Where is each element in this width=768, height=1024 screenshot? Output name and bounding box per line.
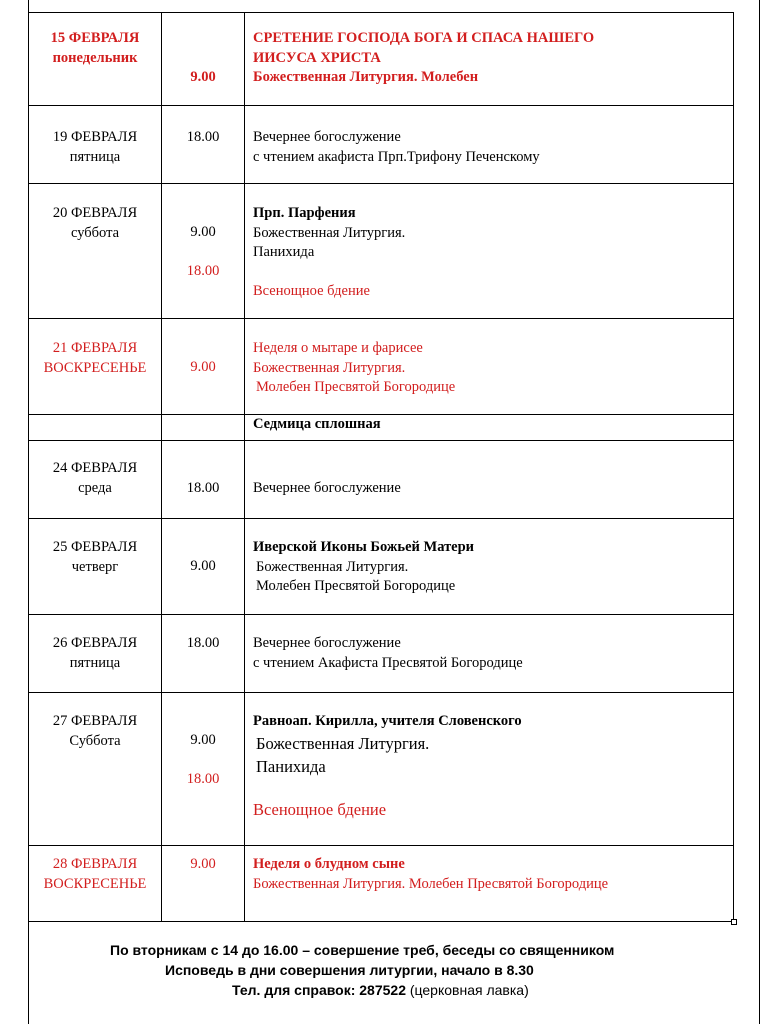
day-label: понедельник <box>52 49 138 66</box>
day-label: пятница <box>69 654 121 671</box>
feast-title-line: СРЕТЕНИЕ ГОСПОДА БОГА И СПАСА НАШЕГО <box>253 30 595 46</box>
week-label-cell <box>245 415 734 441</box>
date-label: 28 ФЕВРАЛЯ <box>52 856 138 872</box>
footer-line-2: Исповедь в дни совершения литургии, начало в 8.30 <box>165 962 534 978</box>
time-label: 18.00 <box>186 635 220 651</box>
table-resize-handle <box>731 919 737 925</box>
day-label: четверг <box>71 558 119 575</box>
service-cell <box>245 441 734 519</box>
time-cell <box>162 13 245 106</box>
feast-title: Равноап. Кирилла, учителя Словенского <box>253 713 522 729</box>
time-cell <box>162 441 245 519</box>
time-cell <box>162 106 245 184</box>
time-label: 9.00 <box>190 69 216 85</box>
feast-title: Иверской Иконы Божьей Матери <box>253 539 475 555</box>
service-label: Всенощное бдение <box>253 799 387 819</box>
day-label: Суббота <box>69 732 121 749</box>
date-cell <box>29 184 162 319</box>
schedule-row <box>29 441 734 519</box>
schedule-row <box>29 13 734 106</box>
service-cell <box>245 846 734 922</box>
schedule-row <box>29 846 734 922</box>
service-detail: с чтением акафиста Прп.Трифону Печенскому <box>253 148 540 165</box>
date-label: 21 ФЕВРАЛЯ <box>52 340 138 356</box>
schedule-row <box>29 106 734 184</box>
service-cell <box>245 184 734 319</box>
date-label: 15 ФЕВРАЛЯ <box>50 30 140 46</box>
service-label: Вечернее богослужение <box>253 480 401 496</box>
time-label: 9.00 <box>190 359 216 375</box>
service-detail: Панихида <box>256 756 326 776</box>
schedule-row <box>29 519 734 615</box>
date-label: 27 ФЕВРАЛЯ <box>52 713 138 729</box>
schedule-table <box>28 12 734 922</box>
date-label: 26 ФЕВРАЛЯ <box>52 635 138 651</box>
service-label: Божественная Литургия. Молебен Пресвятой Богородице <box>253 875 609 892</box>
time-label: 18.00 <box>186 262 220 279</box>
frame-left-top <box>28 0 29 12</box>
feast-title: Неделя о мытаре и фарисее <box>253 340 423 356</box>
date-cell <box>29 441 162 519</box>
service-label: Божественная Литургия. <box>253 224 406 241</box>
day-label: пятница <box>69 148 121 165</box>
time-cell <box>162 184 245 319</box>
time-label: 18.00 <box>186 770 220 787</box>
service-cell <box>245 319 734 415</box>
empty-cell <box>162 415 245 441</box>
date-label: 20 ФЕВРАЛЯ <box>52 205 138 221</box>
schedule-row <box>29 319 734 415</box>
day-label: среда <box>78 479 112 496</box>
phone-label: Тел. для справок: 287522 <box>232 982 406 998</box>
service-cell <box>245 519 734 615</box>
time-cell <box>162 693 245 846</box>
time-label: 18.00 <box>186 129 220 145</box>
service-detail: Панихида <box>253 244 315 260</box>
service-cell <box>245 13 734 106</box>
service-cell <box>245 693 734 846</box>
time-cell <box>162 319 245 415</box>
service-detail: Молебен Пресвятой Богородице <box>256 379 456 395</box>
empty-cell <box>29 415 162 441</box>
schedule-row <box>29 184 734 319</box>
time-label: 9.00 <box>190 558 216 574</box>
service-label: Вечернее богослужение <box>253 129 401 145</box>
service-cell <box>245 615 734 693</box>
service-label: Божественная Литургия. <box>256 733 430 753</box>
date-label: 19 ФЕВРАЛЯ <box>52 129 138 145</box>
time-cell <box>162 519 245 615</box>
day-label: ВОСКРЕСЕНЬЕ <box>43 359 147 376</box>
time-label: 9.00 <box>190 856 216 872</box>
time-label: 9.00 <box>190 224 216 240</box>
service-detail: Молебен Пресвятой Богородице <box>256 578 456 594</box>
date-cell <box>29 106 162 184</box>
service-label: Вечернее богослужение <box>253 635 401 651</box>
schedule-row <box>29 615 734 693</box>
service-label: Божественная Литургия. <box>253 359 406 376</box>
time-cell <box>162 846 245 922</box>
phone-note: (церковная лавка) <box>405 982 529 998</box>
date-label: 24 ФЕВРАЛЯ <box>52 460 138 476</box>
footer-line-1: По вторникам с 14 до 16.00 – совершение треб, беседы со священником <box>110 942 615 958</box>
service-cell <box>245 106 734 184</box>
feast-title: Неделя о блудном сыне <box>253 856 405 872</box>
day-label: суббота <box>70 224 120 241</box>
footer-line-3 <box>232 980 529 1000</box>
feast-title: Прп. Парфения <box>253 205 356 221</box>
date-cell <box>29 319 162 415</box>
week-row <box>29 415 734 441</box>
date-cell <box>29 693 162 846</box>
feast-title-line: ИИСУСА ХРИСТА <box>253 49 381 66</box>
frame-right <box>759 0 760 1024</box>
schedule-row <box>29 693 734 846</box>
service-label: Божественная Литургия. Молебен <box>253 69 479 85</box>
date-cell <box>29 615 162 693</box>
service-detail: с чтением Акафиста Пресвятой Богородице <box>253 654 523 671</box>
service-label: Божественная Литургия. <box>256 558 409 575</box>
service-label: Всенощное бдение <box>253 282 370 299</box>
date-cell <box>29 519 162 615</box>
week-label: Седмица сплошная <box>253 416 381 432</box>
frame-left-bottom <box>28 919 29 1024</box>
time-label: 9.00 <box>190 732 216 748</box>
date-cell <box>29 13 162 106</box>
time-cell <box>162 615 245 693</box>
date-label: 25 ФЕВРАЛЯ <box>52 539 138 555</box>
time-label: 18.00 <box>186 480 220 496</box>
day-label: ВОСКРЕСЕНЬЕ <box>43 875 147 892</box>
date-cell <box>29 846 162 922</box>
